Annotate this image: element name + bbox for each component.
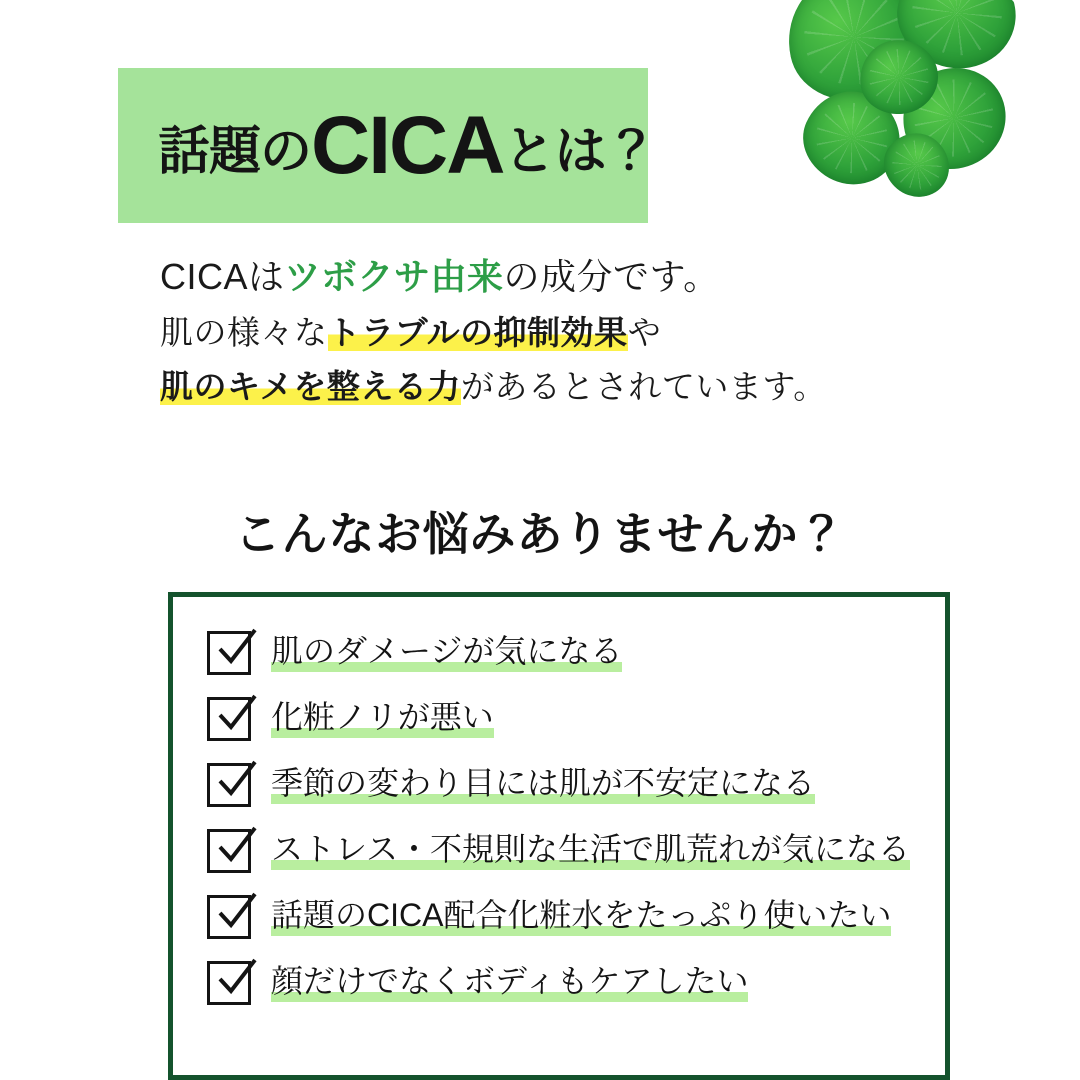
list-item[interactable] (207, 961, 915, 1005)
lead-line-3-text-b: があるとされています。 (460, 367, 827, 405)
title-suffix: とは？ (503, 122, 657, 181)
lead-line-1 (160, 248, 960, 306)
centella-leaves-photo (752, 0, 1052, 282)
lead-line-3-highlight: 肌のキメを整える力 (160, 367, 461, 405)
lead-line-2-highlight: トラブルの抑制効果 (327, 314, 628, 352)
list-item[interactable] (207, 697, 915, 741)
list-item-label: 化粧ノリが悪い (271, 700, 494, 737)
lead-line-1-highlight: ツボクサ由来 (284, 256, 504, 297)
page-title (158, 99, 656, 193)
list-item-label: 話題のCICA配合化粧水をたっぷり使いたい (271, 898, 891, 935)
concerns-checklist (168, 592, 950, 1080)
list-item-label: ストレス・不規則な生活で肌荒れが気になる (271, 832, 910, 869)
lead-paragraph (160, 248, 960, 413)
list-item-label: 季節の変わり目には肌が不安定になる (271, 766, 815, 803)
list-item[interactable] (207, 631, 915, 675)
title-band (118, 68, 657, 223)
title-main: CICA (311, 99, 504, 191)
lead-line-3 (160, 360, 960, 413)
checkbox-icon[interactable] (207, 697, 251, 741)
checkbox-icon[interactable] (207, 829, 251, 873)
lead-line-2 (160, 306, 960, 359)
lead-line-1-text-a: CICAは (160, 256, 285, 297)
leaf-disc (752, 0, 1052, 252)
lead-line-1-text-b: の成分です。 (503, 256, 720, 297)
checkbox-icon[interactable] (207, 895, 251, 939)
checkbox-icon[interactable] (207, 631, 251, 675)
list-item-label: 肌のダメージが気になる (271, 634, 622, 671)
list-item[interactable] (207, 829, 915, 873)
list-item[interactable] (207, 895, 915, 939)
section-heading: こんなお悩みありませんか？ (234, 508, 846, 560)
list-item-label: 顔だけでなくボディもケアしたい (271, 964, 748, 1001)
title-prefix: 話題の (158, 122, 312, 181)
checkbox-icon[interactable] (207, 961, 251, 1005)
checkbox-icon[interactable] (207, 763, 251, 807)
lead-line-2-text-a: 肌の様々な (160, 314, 328, 352)
lead-line-2-text-b: や (627, 314, 662, 352)
list-item[interactable] (207, 763, 915, 807)
